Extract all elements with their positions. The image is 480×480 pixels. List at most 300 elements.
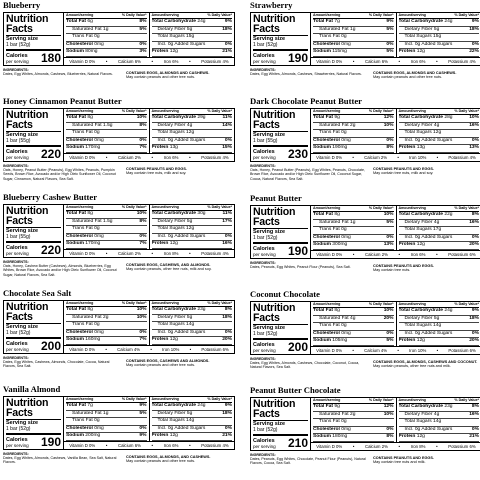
product-name: Honey Cinnamon Peanut Butter: [3, 96, 122, 106]
nutrient-name: Total Carbohydrate: [151, 307, 196, 312]
nutrient-row: [399, 130, 480, 138]
nutrient-row: [152, 145, 233, 153]
vitamin-value: Potassium 6%: [448, 252, 476, 257]
serving-size-value: 1 bar (52g): [253, 331, 278, 337]
nutrient-row: [313, 145, 394, 153]
vitamin-value: Vitamin D 0%: [69, 59, 96, 64]
nutrient-row: [399, 308, 480, 316]
nutrient-name: Trans Fat: [319, 34, 340, 39]
nutrient-row: [313, 42, 394, 50]
nutrient-row: [66, 403, 147, 411]
nutrient-name: Trans Fat: [72, 34, 93, 39]
nutrient-amount: 1g: [350, 219, 356, 225]
daily-value-percent: 7%: [139, 337, 147, 342]
vitamin-value: Vitamin D 0%: [316, 444, 343, 449]
table-header: Amount/serving % Daily Value*: [151, 13, 232, 17]
nutrient-row: [66, 49, 147, 57]
vitamin-value: Iron 6%: [410, 252, 426, 257]
label-footer: [250, 357, 480, 370]
table-header: Amount/serving % Daily Value*: [313, 109, 394, 113]
nutrient-name: Cholesterol: [313, 234, 340, 240]
product-name: Peanut Butter Chocolate: [250, 385, 341, 395]
left-column: [3, 0, 235, 480]
nutrient-name: Total Fat: [313, 308, 334, 313]
nutrition-summary: [4, 397, 64, 449]
vitamin-value: Iron 6%: [163, 443, 179, 448]
nutrient-name: Total Carbohydrate: [398, 308, 443, 313]
calories-value: 230: [287, 147, 308, 161]
nutrient-name: Dietary Fiber: [157, 314, 186, 320]
calories-row: [253, 437, 308, 450]
nutrient-row: [313, 434, 394, 442]
daily-value-percent: 9%: [386, 19, 394, 24]
vitamin-value: Calcium 2%: [364, 444, 388, 449]
nutrient-row: [66, 411, 147, 419]
bullet-separator: •: [151, 443, 154, 448]
nutrient-row: [313, 138, 394, 146]
nutrient-amount: 22g: [444, 212, 453, 217]
bullet-separator: •: [151, 155, 154, 160]
nutrient-name: Total Sugars: [157, 226, 185, 231]
daily-value-percent: 8%: [139, 122, 147, 128]
calories-row: [6, 340, 61, 353]
nutrient-row: [399, 323, 480, 331]
calories-label: Calories: [253, 342, 275, 348]
may-contain-line: May contain peanuts and other tree nuts.: [126, 363, 196, 368]
bullet-separator: •: [105, 347, 107, 352]
nutrient-row: [152, 234, 233, 242]
nutrient-name: Protein: [151, 337, 169, 342]
calories-label: Calories: [253, 53, 275, 59]
nutrient-row: [399, 19, 480, 27]
serving-size-label: Serving size: [253, 132, 286, 138]
nutrient-table-left: [64, 205, 149, 249]
nutrient-amount: 6g: [87, 19, 93, 24]
table-header: Amount/serving % Daily Value*: [151, 205, 232, 209]
nutrient-amount: 23g: [197, 307, 206, 312]
nutrient-tables: [311, 206, 480, 258]
daily-value-percent: 10%: [469, 115, 479, 120]
nutrient-table-left: [64, 13, 149, 57]
per-serving-label: per serving: [253, 59, 276, 64]
nutrient-tables: [64, 397, 234, 449]
nutrient-row: [313, 308, 394, 316]
nutrient-row: [313, 227, 394, 235]
daily-value-percent: 0%: [471, 137, 479, 143]
serving-size-value: 1 bar (55g): [253, 138, 278, 144]
nutrient-table-left: [64, 301, 149, 345]
nutrient-row: [399, 49, 480, 57]
may-contain-line: May contain peanuts, other tree nuts and milk.: [373, 364, 451, 369]
nutrient-amount: 12g: [169, 49, 178, 54]
nutrient-name: Saturated Fat: [319, 411, 349, 417]
nutrient-row: [66, 426, 147, 434]
nutrient-name: Total Carbohydrate: [398, 212, 443, 217]
nutrient-row: [66, 138, 147, 146]
nutrient-table-right: [149, 109, 235, 153]
bullet-separator: •: [436, 444, 438, 449]
nutrient-name: Total Sugars: [157, 322, 185, 327]
label-footer: [250, 164, 480, 181]
serving-size-value: 1 bar (52g): [253, 235, 278, 241]
daily-value-percent: 16%: [469, 122, 479, 128]
nutrient-amount: 8g: [87, 307, 93, 312]
daily-value-percent: 20%: [469, 338, 479, 343]
product-block: [3, 288, 235, 384]
nutrient-row: [152, 219, 233, 227]
nutrient-amount: 2g: [350, 411, 356, 417]
nutrient-amount: 0g: [341, 34, 347, 39]
nutrient-amount: 1g: [103, 26, 109, 32]
nutrient-amount: 200mg: [85, 433, 101, 438]
table-header: Amount/serving % Daily Value*: [151, 301, 232, 305]
calories-value: 220: [40, 147, 61, 161]
daily-value-percent: 10%: [383, 411, 394, 417]
contains-line: CONTAINS EGGS, ALMONDS AND CASHEWS.: [126, 71, 210, 75]
vitamin-value: Vitamin D 0%: [316, 348, 343, 353]
nutrient-amount: 2g: [350, 122, 356, 128]
bullet-separator: •: [352, 444, 355, 449]
ingredients-label: INGREDIENTS:: [3, 260, 29, 264]
vitamin-row: [64, 345, 234, 353]
nutrient-name: Dietary Fiber: [157, 122, 186, 128]
daily-value-percent: 10%: [136, 314, 147, 320]
daily-value-percent: 20%: [222, 337, 232, 342]
serving-size-value: 1 bar (55g): [6, 234, 31, 240]
nutrient-tables: [311, 109, 480, 161]
nutrient-name: Saturated Fat: [319, 26, 349, 32]
nutrient-name: Total Fat: [66, 307, 87, 312]
per-serving-label: per serving: [6, 443, 29, 448]
serving-size-value: 1 bar (52g): [253, 42, 278, 48]
calories-value: 190: [40, 435, 61, 449]
daily-value-percent: 0%: [471, 330, 479, 336]
nutrient-name: Saturated Fat: [319, 122, 349, 128]
table-header: Amount/serving % Daily Value*: [66, 13, 147, 17]
calories-value: 220: [40, 243, 61, 257]
nutrient-amount: 160mg: [85, 337, 101, 342]
nutrient-table-right: [149, 13, 235, 57]
vitamin-value: Iron 8%: [163, 251, 179, 256]
nutrient-row: [399, 404, 480, 412]
nutrient-row: [152, 123, 233, 131]
nutrient-amount: 0g: [341, 419, 347, 424]
nutrient-name: Trans Fat: [72, 322, 93, 327]
daily-value-percent: 0%: [139, 329, 147, 335]
nutrient-row: [399, 138, 480, 146]
nutrient-name: Cholesterol: [313, 137, 340, 143]
daily-value-percent: 8%: [224, 307, 232, 312]
nutrient-amount: 0mg: [341, 426, 351, 432]
bullet-separator: •: [436, 252, 438, 257]
serving-size-value: 1 bar (52g): [6, 42, 31, 48]
product-name: Chocolate Sea Salt: [3, 288, 72, 298]
nutrient-amount: 12g: [416, 338, 425, 343]
nutrient-name: Total Fat: [313, 115, 334, 120]
nutrient-amount: 0mg: [341, 330, 351, 336]
vitamin-row: [311, 57, 480, 65]
nutrient-amount: 1g: [350, 26, 356, 32]
nutrient-row: [313, 427, 394, 435]
calories-row: [253, 341, 308, 354]
ingredients-label: INGREDIENTS:: [250, 68, 276, 72]
nutrient-amount: 23g: [444, 404, 453, 409]
table-header: Amount/serving % Daily Value*: [151, 109, 232, 113]
nutrient-row: [152, 433, 233, 441]
daily-value-percent: 13%: [383, 242, 394, 247]
bullet-separator: •: [105, 443, 108, 448]
nutrient-amount: 8g: [334, 212, 340, 217]
nutrient-name: Total Sugars: [157, 130, 185, 135]
bullet-separator: •: [105, 155, 108, 160]
ingredients-text: Dates, Egg Whites, Almonds, Cashews, Vanilla Bean, Sea Salt, Natural Flavors.: [3, 456, 117, 465]
daily-value-percent: 9%: [471, 19, 479, 24]
nutrition-summary: [251, 109, 311, 161]
ingredients-text: Oats, Honey, Cashew Butter (Cashews), Almonds, Blueberries, Egg Whites, Brown Rice, Avocado and/or High Oleic Sunflower Oil, Coconut Sugar, Natural Flavors, Sea Salt.: [3, 264, 117, 277]
nutrient-amount: 0g: [94, 226, 100, 231]
vitamin-value: Calcium 2%: [364, 252, 388, 257]
calories-label: Calories: [6, 341, 28, 347]
nutrient-row: [152, 330, 233, 338]
product-name: Dark Chocolate Peanut Butter: [250, 96, 362, 106]
serving-size-label: Serving size: [253, 229, 286, 235]
nutrition-facts-heading: Nutrition Facts: [253, 109, 296, 131]
nutrient-name: Total Sugars: [157, 418, 185, 423]
nutrient-name: Total Carbohydrate: [398, 404, 443, 409]
nutrient-row: [313, 323, 394, 331]
nutrient-amount: 5g: [186, 218, 193, 224]
nutrition-label: [3, 108, 235, 162]
allergen-statement: [367, 164, 480, 181]
nutrient-name: Dietary Fiber: [404, 315, 433, 321]
bullet-separator: •: [352, 252, 355, 257]
nutrient-name: Saturated Fat: [72, 410, 102, 416]
nutrient-amount: 12g: [169, 337, 178, 342]
nutrient-row: [399, 419, 480, 427]
vitamin-value: Potassium 6%: [201, 347, 229, 352]
daily-value-percent: 8%: [471, 404, 479, 409]
product-block: [3, 192, 235, 288]
nutrient-amount: 4g: [433, 219, 440, 225]
serving-size-label: Serving size: [6, 324, 39, 330]
contains-line: CONTAINS EGGS, CASHEWS AND ALMONDS.: [126, 359, 210, 363]
serving-size-value: 1 bar (52g): [6, 426, 31, 432]
label-footer: [3, 452, 235, 465]
vitamin-value: Vitamin D 0%: [316, 155, 343, 160]
nutrient-name: Sodium: [313, 338, 331, 343]
vitamin-value: Iron 10%: [409, 348, 427, 353]
nutrient-row: [66, 123, 147, 131]
nutrient-name: Total Fat: [66, 115, 87, 120]
daily-value-percent: 0%: [471, 426, 479, 432]
table-header: Amount/serving % Daily Value*: [398, 302, 479, 306]
nutrient-name: Trans Fat: [72, 418, 93, 423]
calories-label: Calories: [253, 246, 275, 252]
daily-value-percent: 14%: [222, 122, 232, 128]
nutrient-name: Incl. 0g Added Sugars: [404, 330, 453, 336]
vitamin-row: [311, 250, 480, 258]
may-contain-line: May contain peanuts and other tree nuts.: [126, 75, 196, 80]
nutrient-name: Total Carbohydrate: [398, 19, 443, 24]
nutrition-summary: [251, 302, 311, 354]
daily-value-percent: 0%: [386, 330, 394, 336]
nutrient-amount: 170mg: [85, 145, 101, 150]
nutrient-row: [152, 34, 233, 42]
vitamin-value: Potassium 4%: [201, 59, 229, 64]
nutrient-name: Dietary Fiber: [157, 410, 186, 416]
daily-value-percent: 5%: [386, 26, 394, 32]
daily-value-percent: 0%: [139, 41, 147, 47]
nutrient-row: [399, 331, 480, 339]
nutrient-name: Saturated Fat: [72, 314, 102, 320]
vitamin-value: Iron 8%: [410, 444, 426, 449]
nutrient-row: [313, 123, 394, 131]
nutrient-name: Cholesterol: [313, 330, 340, 336]
daily-value-percent: 11%: [222, 211, 232, 216]
nutrition-label: [250, 301, 480, 355]
daily-value-percent: 20%: [383, 315, 394, 321]
product-name: Vanilla Almond: [3, 384, 61, 394]
nutrient-amount: 14g: [433, 419, 442, 424]
ingredients-block: [3, 260, 120, 277]
vitamin-value: Iron 10%: [162, 347, 180, 352]
allergen-statement: [120, 164, 235, 181]
nutrient-amount: 0g: [94, 130, 100, 135]
ingredients-label: INGREDIENTS:: [3, 68, 29, 72]
ingredients-text: Dates, Peanuts, Egg Whites, Peanut Flour (Peanuts), Sea Salt.: [250, 265, 351, 270]
nutrient-name: Protein: [151, 433, 169, 438]
nutrient-name: Cholesterol: [66, 425, 93, 431]
nutrient-name: Cholesterol: [66, 137, 93, 143]
nutrient-row: [313, 212, 394, 220]
ingredients-label: INGREDIENTS:: [250, 453, 276, 457]
contains-line: CONTAINS PEANUTS AND EGGS.: [373, 264, 434, 268]
nutrient-name: Total Carbohydrate: [151, 19, 196, 24]
nutrition-label: [250, 205, 480, 259]
nutrient-amount: 1.5g: [103, 122, 113, 128]
nutrient-amount: 0mg: [341, 234, 351, 240]
nutrient-tables: [64, 13, 234, 65]
nutrient-name: Protein: [151, 49, 169, 54]
nutrient-name: Protein: [398, 338, 416, 343]
nutrient-row: [313, 49, 394, 57]
allergen-statement: [367, 453, 480, 466]
may-contain-line: May contain peanuts, other tree nuts, milk and soy.: [126, 267, 212, 272]
nutrient-name: Trans Fat: [319, 419, 340, 424]
vitamin-value: Vitamin D 0%: [69, 155, 96, 160]
nutrient-name: Total Fat: [66, 19, 87, 24]
calories-label: Calories: [253, 149, 275, 155]
contains-line: CONTAINS EGGS, CASHEWS, AND ALMONDS.: [126, 263, 211, 267]
nutrient-amount: 30g: [197, 211, 206, 216]
bullet-separator: •: [436, 155, 439, 160]
nutrient-amount: 0mg: [94, 137, 104, 143]
may-contain-line: May contain tree nuts.: [373, 268, 411, 273]
bullet-separator: •: [397, 155, 399, 160]
daily-value-percent: 0%: [139, 233, 147, 239]
serving-size-value: 1 bar (52g): [6, 330, 31, 336]
nutrient-name: Total Sugars: [404, 227, 432, 232]
bullet-separator: •: [189, 59, 191, 64]
nutrient-row: [152, 49, 233, 57]
nutrient-amount: 14g: [186, 322, 195, 327]
calories-value: 190: [287, 244, 308, 258]
bullet-separator: •: [189, 347, 192, 352]
nutrient-row: [313, 242, 394, 250]
daily-value-percent: 0%: [224, 425, 232, 431]
nutrient-table-right: [396, 13, 480, 57]
nutrient-amount: 0g: [341, 227, 347, 232]
nutrient-amount: 2g: [103, 314, 109, 320]
nutrient-row: [152, 42, 233, 50]
nutrient-amount: 105mg: [332, 338, 348, 343]
ingredients-block: [250, 164, 367, 181]
nutrient-row: [399, 145, 480, 153]
nutrient-name: Sodium: [313, 145, 331, 150]
nutrient-table-left: [64, 109, 149, 153]
bullet-separator: •: [151, 59, 154, 64]
nutrient-row: [399, 242, 480, 250]
daily-value-percent: 21%: [469, 434, 479, 439]
nutrient-name: Total Fat: [313, 404, 334, 409]
contains-line: CONTAINS EGGS, ALMONDS, AND CASHEWS.: [126, 455, 211, 459]
table-header: Amount/serving % Daily Value*: [313, 302, 394, 306]
nutrient-amount: 5g: [186, 410, 193, 416]
daily-value-percent: 11%: [222, 115, 232, 120]
daily-value-percent: 0%: [386, 137, 394, 143]
product-block: [3, 0, 235, 96]
nutrient-row: [152, 426, 233, 434]
nutrition-summary: [4, 301, 64, 353]
nutrient-amount: 12g: [416, 434, 425, 439]
vitamin-value: Calcium 2%: [117, 251, 141, 256]
vitamin-row: [64, 249, 234, 257]
label-footer: [3, 164, 235, 181]
ingredients-label: INGREDIENTS:: [250, 164, 276, 168]
daily-value-percent: 9%: [471, 308, 479, 313]
bullet-separator: •: [151, 251, 154, 256]
daily-value-percent: 9%: [224, 19, 232, 24]
nutrient-amount: 0g: [94, 34, 100, 39]
nutrient-row: [152, 130, 233, 138]
table-header: Amount/serving % Daily Value*: [398, 398, 479, 402]
nutrient-name: Protein: [398, 49, 416, 54]
nutrient-row: [66, 234, 147, 242]
allergen-statement: [120, 452, 235, 465]
nutrient-amount: 0g: [341, 130, 347, 135]
per-serving-label: per serving: [253, 444, 276, 449]
table-header: Amount/serving % Daily Value*: [398, 109, 479, 113]
daily-value-percent: 0%: [224, 137, 232, 143]
nutrient-name: Dietary Fiber: [404, 219, 433, 225]
nutrient-name: Incl. 0g Added Sugars: [404, 426, 453, 432]
bullet-separator: •: [436, 348, 439, 353]
allergen-statement: [367, 261, 480, 273]
nutrient-row: [313, 27, 394, 35]
vitamin-value: Iron 10%: [409, 155, 427, 160]
nutrient-name: Sodium: [66, 49, 84, 54]
nutrient-row: [399, 212, 480, 220]
product-block: [3, 96, 235, 192]
ingredients-block: [3, 164, 120, 181]
nutrient-amount: 4g: [186, 122, 193, 128]
nutrient-amount: 14g: [433, 323, 442, 328]
table-header: Amount/serving % Daily Value*: [66, 109, 147, 113]
nutrient-name: Sodium: [313, 49, 331, 54]
allergen-statement: [120, 356, 235, 369]
contains-line: CONTAINS PEANUTS AND EGGS.: [373, 456, 434, 460]
nutrient-name: Saturated Fat: [72, 122, 102, 128]
